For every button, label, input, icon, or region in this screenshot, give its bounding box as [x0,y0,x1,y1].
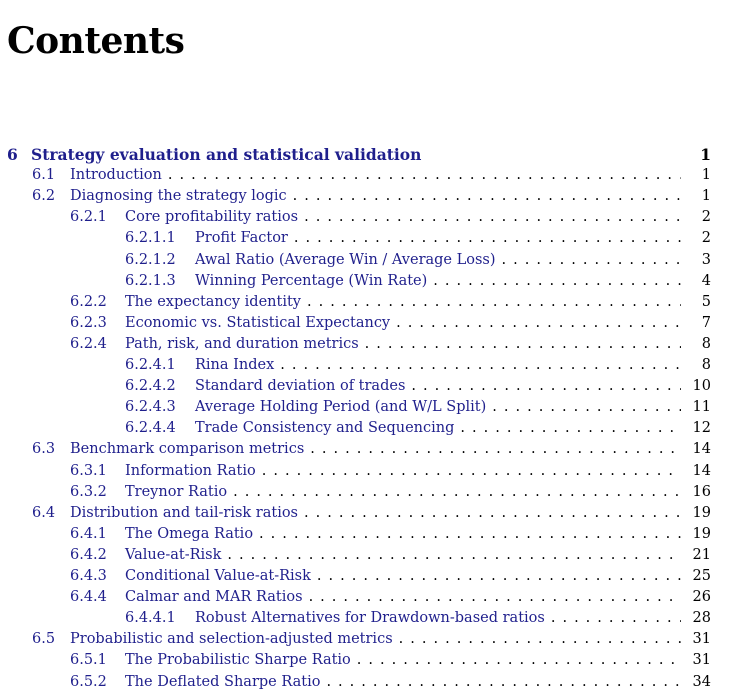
toc-entry-number[interactable]: 6.4.4.1 [125,610,176,627]
toc-leader-dots [280,355,681,376]
toc-entry[interactable] [0,629,732,650]
page-title: Contents [7,20,185,62]
toc-leader-dots [326,672,681,693]
toc-leader-dots [357,650,681,671]
toc-page-number: 31 [692,652,711,669]
toc-entry[interactable] [0,482,732,503]
toc-leader-dots [433,271,681,292]
toc-chapter-entry[interactable] [0,144,732,165]
toc-page-number: 4 [701,272,711,289]
toc-leader-dots [310,439,681,460]
toc-entry-title[interactable]: Calmar and MAR Ratios [125,589,303,606]
toc-page-number: 11 [692,399,711,416]
toc-entry[interactable] [0,545,732,566]
toc-entry-number[interactable]: 6.2.4.4 [125,420,176,437]
toc-entry-number[interactable]: 6.4.2 [70,546,107,563]
toc-page-number: 14 [692,441,711,458]
toc-entry-title[interactable]: Economic vs. Statistical Expectancy [125,314,391,331]
toc-leader-dots [396,313,681,334]
toc-entry[interactable] [0,524,732,545]
toc-page-number: 34 [692,673,711,690]
toc-entry-title[interactable]: Winning Percentage (Win Rate) [195,272,428,289]
toc-entry-title[interactable]: Profit Factor [195,230,288,247]
toc-page-number: 2 [701,209,711,226]
toc-leader-dots [259,524,681,545]
toc-entry-number[interactable]: 6.2.4.2 [125,378,176,395]
toc-entry-number[interactable]: 6.2.3 [70,314,107,331]
toc-entry-title[interactable]: Strategy evaluation and statistical validation [31,145,422,164]
toc-leader-dots [293,186,681,207]
toc-leader-dots [399,629,681,650]
toc-entry-title[interactable]: Path, risk, and duration metrics [125,335,359,352]
toc-entry-number[interactable]: 6.2.2 [70,293,107,310]
toc-entry-title[interactable]: Core profitability ratios [125,209,299,226]
toc-entry-title[interactable]: Trade Consistency and Sequencing [195,420,455,437]
toc-leader-dots [307,292,681,313]
toc-entry-title[interactable]: Treynor Ratio [125,483,228,500]
toc-entry-title[interactable]: Rina Index [195,357,275,373]
toc-entry-number[interactable]: 6.3.2 [70,483,107,500]
toc-page-number: 19 [692,504,711,521]
toc-leader-dots [551,608,681,629]
toc-leader-dots [411,376,681,397]
toc-entry[interactable] [0,587,732,608]
toc-entry-number[interactable]: 6.5 [32,631,56,648]
toc-page-number: 19 [692,525,711,542]
toc-entry-number[interactable]: 6.5.1 [70,652,107,669]
toc-entry-title[interactable]: Value-at-Risk [125,546,222,563]
toc-entry-number[interactable]: 6.4.3 [70,568,107,584]
toc-entry[interactable] [0,376,732,397]
toc-entry-number[interactable]: 6.4.1 [70,525,107,542]
toc-entry-title[interactable]: Diagnosing the strategy logic [70,188,287,205]
toc-leader-dots [262,461,681,482]
toc-leader-dots [227,545,681,566]
toc-entry-number[interactable]: 6.2 [32,188,56,205]
toc-entry-title[interactable]: Average Holding Period (and W/L Split) [195,399,487,416]
toc-page-number: 25 [692,568,711,584]
toc-entry[interactable] [0,418,732,439]
toc-page-number: 1 [701,188,711,205]
toc-entry-number[interactable]: 6.5.2 [70,673,107,690]
toc-entry[interactable] [0,313,732,334]
toc-page-number: 5 [701,293,711,310]
toc-page-number: 14 [692,462,711,479]
toc-entry-title[interactable]: Conditional Value-at-Risk [125,568,311,584]
toc-entry-number[interactable]: 6.1 [32,167,56,184]
toc-leader-dots [304,503,681,524]
toc-entry-title[interactable]: Introduction [70,167,162,184]
toc-leader-dots [168,165,681,186]
toc-leader-dots [309,587,681,608]
toc-entry-number[interactable]: 6.2.1.2 [125,251,176,268]
toc-entry[interactable] [0,165,732,186]
toc-entry-number[interactable]: 6.2.1.1 [125,230,176,247]
toc-entry-title[interactable]: The Probabilistic Sharpe Ratio [125,652,351,669]
toc-entry-number[interactable]: 6.2.4.1 [125,357,176,373]
toc-page-number: 1 [700,145,711,164]
toc-entry[interactable] [0,608,732,629]
toc-entry-number[interactable]: 6.4 [32,504,56,521]
toc-entry-title[interactable]: Distribution and tail-risk ratios [70,504,298,521]
toc-entry[interactable] [0,207,732,228]
toc-leader-dots [365,334,681,355]
toc-entry-title[interactable]: Robust Alternatives for Drawdown-based ratios [195,610,545,627]
toc-entry-title[interactable]: Awal Ratio (Average Win / Average Loss) [195,251,496,268]
toc-entry[interactable] [0,503,732,524]
toc-page-number: 28 [692,610,711,627]
toc-leader-dots [317,566,681,587]
toc-entry-number[interactable]: 6.2.4.3 [125,399,176,416]
toc-entry[interactable] [0,566,732,587]
toc-page-number: 8 [701,335,711,352]
toc-entry[interactable] [0,228,732,249]
toc-entry[interactable] [0,250,732,271]
toc-page-number: 16 [692,483,711,500]
toc-entry[interactable] [0,271,732,292]
toc-leader-dots [492,397,681,418]
toc-leader-dots [233,482,681,503]
toc-entry-number[interactable]: 6.4.4 [70,589,107,606]
toc-entry[interactable] [0,672,732,693]
toc-page-number: 8 [701,357,711,373]
toc-page-number: 2 [701,230,711,247]
toc-entry-number[interactable]: 6.3.1 [70,462,107,479]
toc-entry-title[interactable]: Standard deviation of trades [195,378,406,395]
toc-page-number: 21 [692,546,711,563]
toc-page-number: 1 [701,167,711,184]
toc-page-number: 10 [692,378,711,395]
toc-entry[interactable] [0,650,732,671]
toc-entry[interactable] [0,186,732,207]
toc-page-number: 12 [692,420,711,437]
toc-entry-title[interactable]: The expectancy identity [125,293,301,310]
toc-leader-dots [502,250,681,271]
toc-leader-dots [304,207,681,228]
toc-entry-title[interactable]: Information Ratio [125,462,256,479]
toc-page-number: 26 [692,589,711,606]
toc-entry[interactable] [0,397,732,418]
toc-entry[interactable] [0,461,732,482]
toc-leader-dots [294,228,681,249]
toc-entry-title[interactable]: The Omega Ratio [125,525,254,542]
toc-page-number: 7 [701,314,711,331]
toc-entry-number[interactable]: 6.2.1 [70,209,107,226]
toc-leader-dots [460,418,681,439]
toc-entry-title[interactable]: The Deflated Sharpe Ratio [125,673,321,690]
toc-entry-number[interactable]: 6.2.4 [70,335,107,352]
toc-page-number: 3 [701,251,711,268]
toc-entry[interactable] [0,292,732,313]
toc-page-number: 31 [692,631,711,648]
toc-entry-number[interactable]: 6.2.1.3 [125,272,176,289]
toc-entry[interactable] [0,439,732,460]
toc-entry[interactable] [0,355,732,376]
toc-entry-number[interactable]: 6.3 [32,441,56,458]
toc-entry-number[interactable]: 6 [7,145,18,164]
toc-entry[interactable] [0,334,732,355]
toc-entry-title[interactable]: Benchmark comparison metrics [70,441,305,458]
toc-entry-title[interactable]: Probabilistic and selection-adjusted metrics [70,631,393,648]
